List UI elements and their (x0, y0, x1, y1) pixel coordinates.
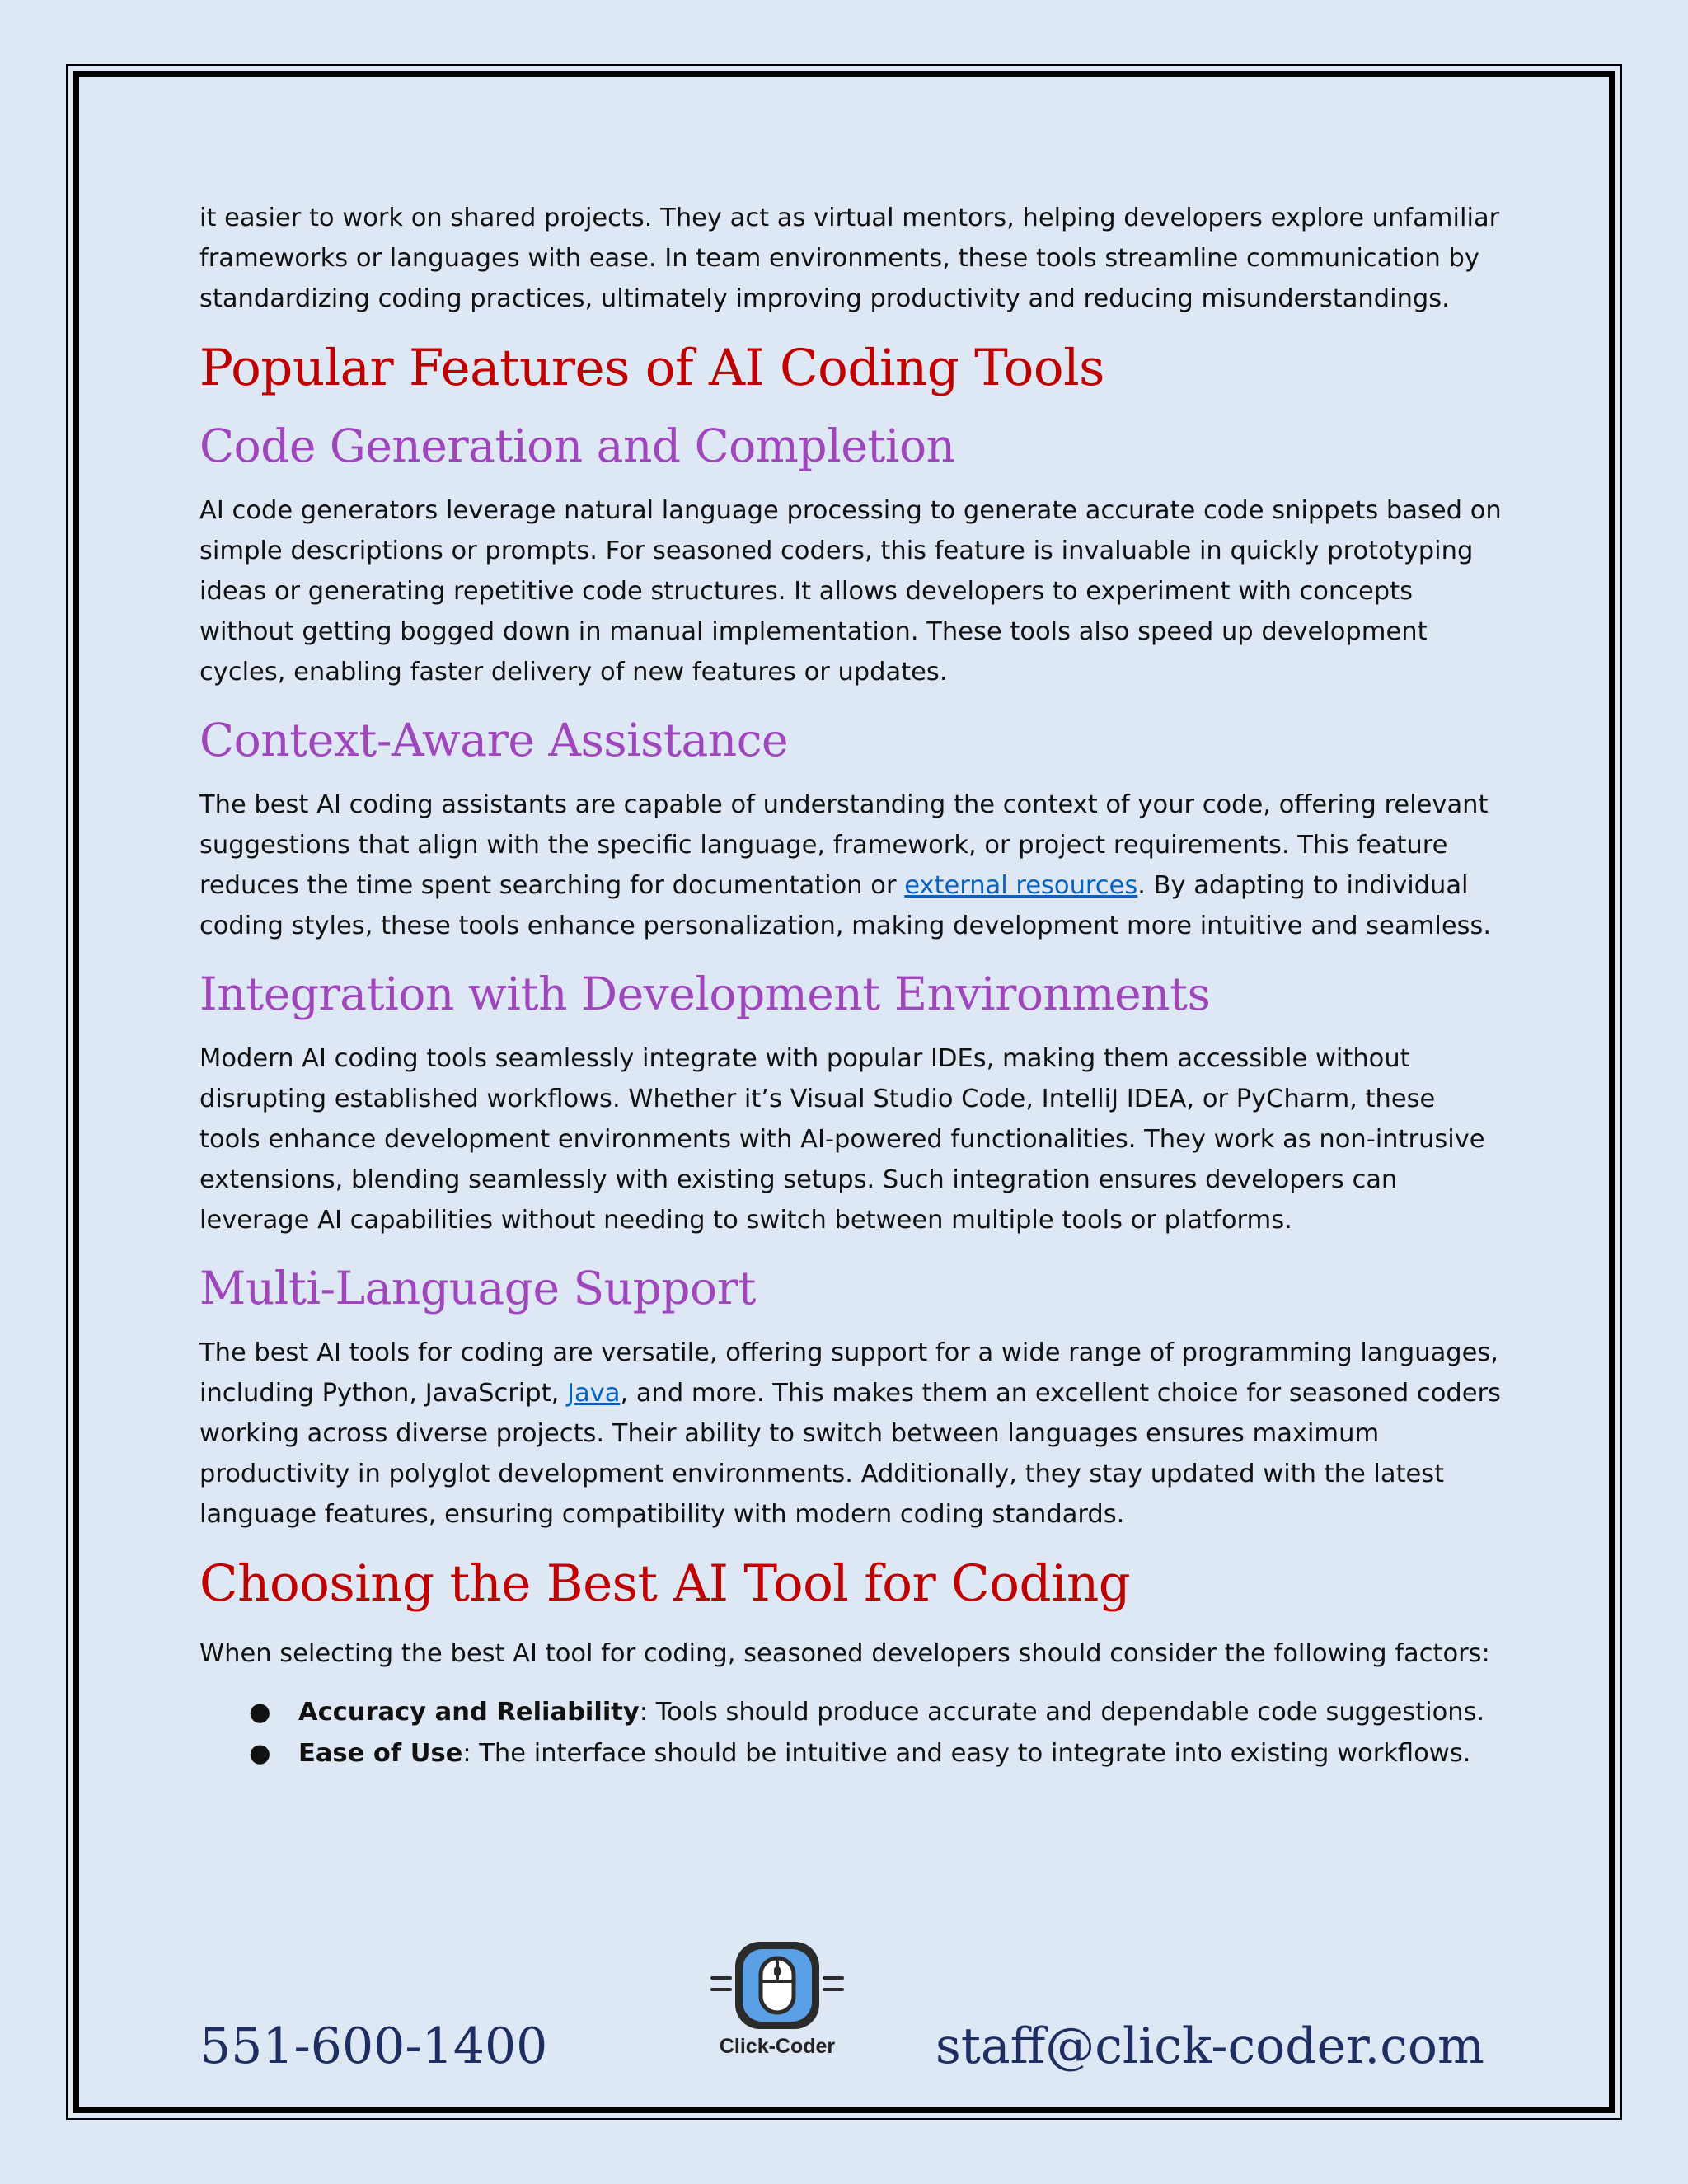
choosing-heading: Choosing the Best AI Tool for Coding (199, 1554, 1131, 1613)
code-generation-heading: Code Generation and Completion (199, 419, 955, 472)
code-generation-paragraph: AI code generators leverage natural language processing to generate accurate code snippets based on simple descriptions or prompts. For seasoned coders, this feature is invaluable in quickly prototyping ideas or generating repetitive code structures. It allows developers to experiment with concepts without getting bogged down in manual implementation. These tools also speed up development cycles, enabling faster delivery of new features or updates. (199, 496, 1502, 687)
context-aware-text-start: The best AI coding assistants are capable of understanding the context of your code, offering relevant suggestions that align with the specific language, framework, or project requirements. This feature reduces the time spent searching for documentation or (199, 790, 1489, 900)
integration-paragraph: Modern AI coding tools seamlessly integrate with popular IDEs, making them accessible without disrupting established workflows. Whether it’s Visual Studio Code, IntelliJ IDEA, or PyCharm, these tools enhance development environments with AI-powered functionalities. They work as non-intrusive extensions, blending seamlessly with existing setups. Such integration ensures developers can leverage AI capabilities without needing to switch between multiple tools or platforms. (199, 1044, 1485, 1235)
features-heading: Popular Features of AI Coding Tools (199, 339, 1104, 397)
multi-language-text-start: The best AI tools for coding are versatile, offering support for a wide range of programming languages, including Python, JavaScript, (199, 1338, 1498, 1408)
list-item (199, 1692, 1502, 1733)
list-item (199, 1733, 1502, 1774)
choosing-intro-paragraph: When selecting the best AI tool for coding, seasoned developers should consider the following factors: (199, 1639, 1490, 1668)
multi-language-text-end: , and more. This makes them an excellent choice for seasoned coders working across diverse projects. Their ability to switch between languages ensures maximum productivity in polyglot development environments. Additionally, they stay updated with the latest language features, ensuring compatibility with modern coding standards. (199, 1379, 1501, 1529)
external-resources-link[interactable]: external resources (904, 871, 1138, 900)
logo-text: Click-Coder (719, 2035, 836, 2058)
factors-list (199, 1692, 1502, 1774)
factor-text: : Tools should produce accurate and dependable code suggestions. (639, 1698, 1485, 1727)
multi-language-heading: Multi-Language Support (199, 1262, 757, 1315)
integration-heading: Integration with Development Environments (199, 968, 1211, 1020)
factor-term: Accuracy and Reliability (298, 1698, 640, 1727)
document-content (199, 198, 1502, 1774)
bullet-icon: ● (249, 1698, 271, 1727)
factor-text: : The interface should be intuitive and easy to integrate into existing workflows. (462, 1739, 1471, 1768)
multi-language-paragraph (199, 1333, 1502, 1535)
java-link[interactable]: Java (567, 1379, 621, 1408)
bullet-icon: ● (249, 1739, 271, 1768)
click-coder-logo (707, 1938, 847, 2062)
context-aware-heading: Context-Aware Assistance (199, 714, 789, 766)
footer-phone: 551-600-1400 (199, 2018, 548, 2075)
factor-term: Ease of Use (298, 1739, 463, 1768)
footer-email: staff@click-coder.com (935, 2018, 1484, 2075)
intro-paragraph: it easier to work on shared projects. They act as virtual mentors, helping developers explore unfamiliar frameworks or languages with ease. In team environments, these tools streamline communication by standardizing coding practices, ultimately improving productivity and reducing misunderstandings. (199, 204, 1500, 313)
context-aware-text-end: . By adapting to individual coding styles, these tools enhance personalization, making development more intuitive and seamless. (199, 871, 1492, 940)
context-aware-paragraph (199, 785, 1502, 946)
mouse-icon (707, 1938, 847, 2036)
